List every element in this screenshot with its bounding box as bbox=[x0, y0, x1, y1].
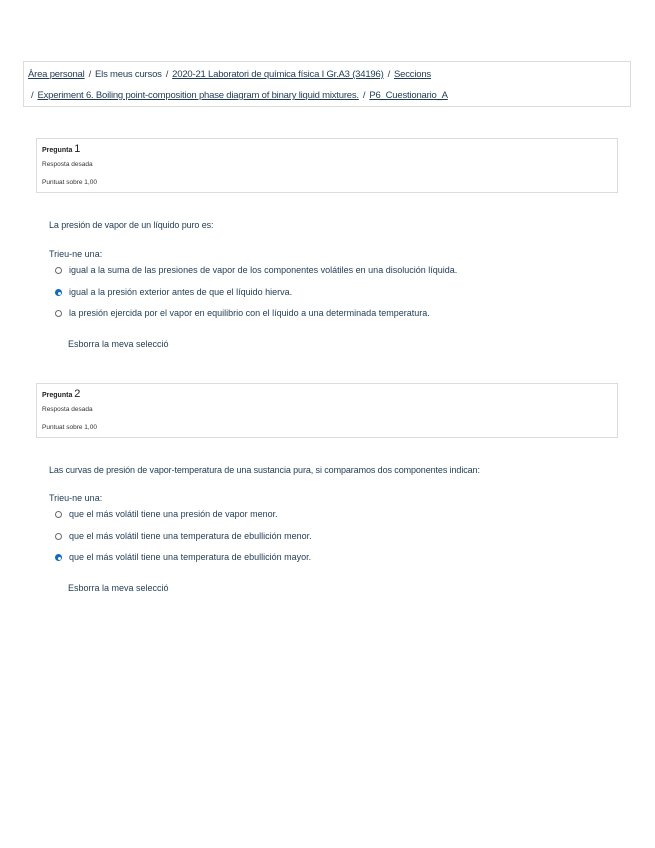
answer-option-1b[interactable] bbox=[55, 287, 292, 297]
question-info-2 bbox=[36, 383, 618, 438]
clear-selection-link-2[interactable]: Esborra la meva selecció bbox=[68, 583, 169, 593]
question-label: Pregunta bbox=[42, 147, 73, 154]
breadcrumb-home-link[interactable]: Àrea personal bbox=[28, 69, 85, 80]
question-prompt-2: Trieu-ne una: bbox=[49, 493, 103, 503]
question-state: Resposta desada bbox=[42, 406, 93, 413]
breadcrumb-separator: / bbox=[387, 69, 391, 80]
breadcrumb-section-link[interactable]: Seccions bbox=[394, 69, 431, 80]
breadcrumb bbox=[23, 61, 631, 107]
answer-option-1c[interactable] bbox=[55, 308, 430, 318]
breadcrumb-separator: / bbox=[362, 90, 366, 101]
answer-option-2a[interactable] bbox=[55, 509, 278, 519]
radio-button[interactable] bbox=[55, 310, 62, 317]
answer-label: que el más volátil tiene una temperatura de ebullición mayor. bbox=[69, 552, 312, 562]
breadcrumb-line-2 bbox=[31, 90, 448, 101]
answer-label: igual a la presión exterior antes de que el líquido hierva. bbox=[69, 287, 293, 297]
question-grade: Puntuat sobre 1,00 bbox=[42, 179, 97, 186]
question-prompt-1: Trieu-ne una: bbox=[49, 249, 103, 259]
breadcrumb-separator: / bbox=[31, 90, 34, 101]
question-number bbox=[42, 143, 80, 155]
question-info-1 bbox=[36, 138, 618, 193]
breadcrumb-separator: / bbox=[165, 69, 169, 80]
breadcrumb-quiz-link[interactable]: P6_Cuestionario_A bbox=[369, 90, 448, 101]
question-number-value: 1 bbox=[74, 143, 81, 155]
question-number-value: 2 bbox=[74, 388, 81, 400]
question-number bbox=[42, 388, 80, 400]
radio-button-checked[interactable] bbox=[55, 554, 62, 561]
answer-option-1a[interactable] bbox=[55, 265, 457, 275]
question-state: Resposta desada bbox=[42, 161, 93, 168]
answer-option-2b[interactable] bbox=[55, 531, 312, 541]
radio-button[interactable] bbox=[55, 267, 62, 274]
radio-button[interactable] bbox=[55, 511, 62, 518]
radio-button-checked[interactable] bbox=[55, 289, 62, 296]
breadcrumb-mycourses: Els meus cursos bbox=[95, 69, 162, 80]
question-label: Pregunta bbox=[42, 392, 73, 399]
answer-label: que el más volátil tiene una temperatura de ebullición menor. bbox=[69, 531, 312, 541]
clear-selection-link-1[interactable]: Esborra la meva selecció bbox=[68, 339, 169, 349]
breadcrumb-course-link[interactable]: 2020-21 Laboratori de química física I Gr.A3 (34196) bbox=[172, 69, 384, 80]
answer-label: que el más volátil tiene una presión de vapor menor. bbox=[69, 509, 278, 519]
question-grade: Puntuat sobre 1,00 bbox=[42, 424, 97, 431]
breadcrumb-line-1 bbox=[28, 69, 431, 80]
answer-option-2c[interactable] bbox=[55, 552, 311, 562]
question-text-2: Las curvas de presión de vapor-temperatura de una sustancia pura, si comparamos dos componentes indican: bbox=[49, 465, 480, 475]
question-text-1: La presión de vapor de un líquido puro es: bbox=[49, 220, 214, 230]
answer-label: la presión ejercida por el vapor en equilibrio con el líquido a una determinada temperatura. bbox=[69, 308, 430, 318]
radio-button[interactable] bbox=[55, 533, 62, 540]
breadcrumb-experiment-link[interactable]: Experiment 6. Boiling point-composition phase diagram of binary liquid mixtures. bbox=[37, 90, 359, 101]
answer-label: igual a la suma de las presiones de vapor de los componentes volátiles en una disolución líquida. bbox=[69, 265, 458, 275]
breadcrumb-separator: / bbox=[88, 69, 92, 80]
